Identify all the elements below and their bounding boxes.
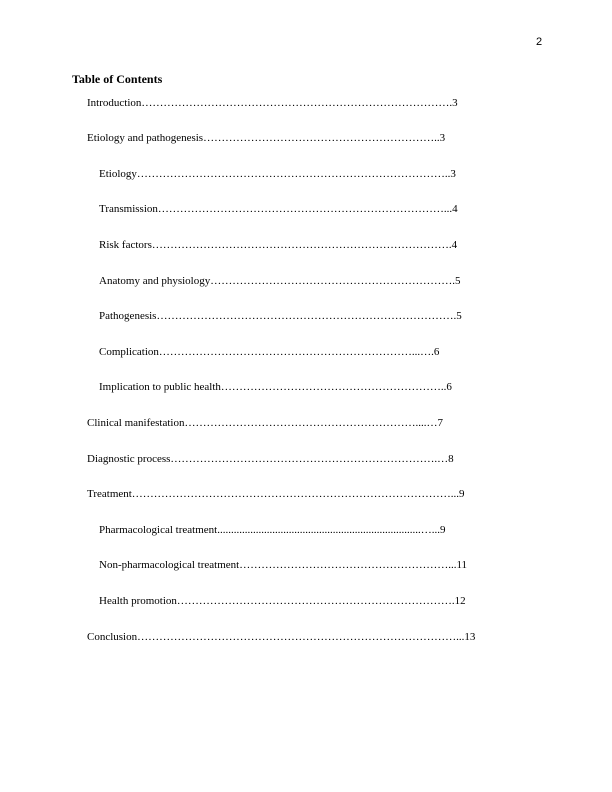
toc-entry-non-pharmacological-treatment: Non-pharmacological treatment…………………………………………………...11 bbox=[99, 559, 468, 571]
toc-title: Table of Contents bbox=[72, 72, 163, 86]
toc-entry-transmission: Transmission……………………………………………………………………...4 bbox=[99, 203, 458, 215]
toc-entry-implication-to-public-health: Implication to public health……………………………………………………..6 bbox=[99, 381, 452, 393]
toc-entry-etiology-and-pathogenesis: Etiology and pathogenesis………………………………………………………..3 bbox=[87, 132, 446, 144]
toc-entry-treatment: Treatment……………………………………………………………………………...9 bbox=[87, 488, 465, 500]
toc-entry-complication: Complication……………………………………………………………...….6 bbox=[99, 346, 440, 358]
toc-entry-anatomy-and-physiology: Anatomy and physiology………………………………………………………….5 bbox=[99, 275, 461, 287]
toc-entry-risk-factors: Risk factors……………………………………………………………………….4 bbox=[99, 239, 458, 251]
toc-entry-conclusion: Conclusion……………………………………………………………………………...13 bbox=[87, 631, 476, 643]
toc-entry-health-promotion: Health promotion………………………………………………………………….12 bbox=[99, 595, 466, 607]
page-number: 2 bbox=[536, 36, 543, 48]
toc-entry-etiology: Etiology…………………………………………………………………………..3 bbox=[99, 168, 456, 180]
toc-entry-clinical-manifestation: Clinical manifestation………………………………………………………....…7 bbox=[87, 417, 443, 429]
toc-entry-introduction: Introduction………………………………………………………………………….3 bbox=[87, 97, 458, 109]
toc-entry-diagnostic-process: Diagnostic process……………………………………………………………….…8 bbox=[87, 453, 454, 465]
toc-entry-pharmacological-treatment: Pharmacological treatment..........................................................................…...9 bbox=[99, 524, 446, 536]
toc-entry-pathogenesis: Pathogenesis……………………………………………………………………….5 bbox=[99, 310, 462, 322]
